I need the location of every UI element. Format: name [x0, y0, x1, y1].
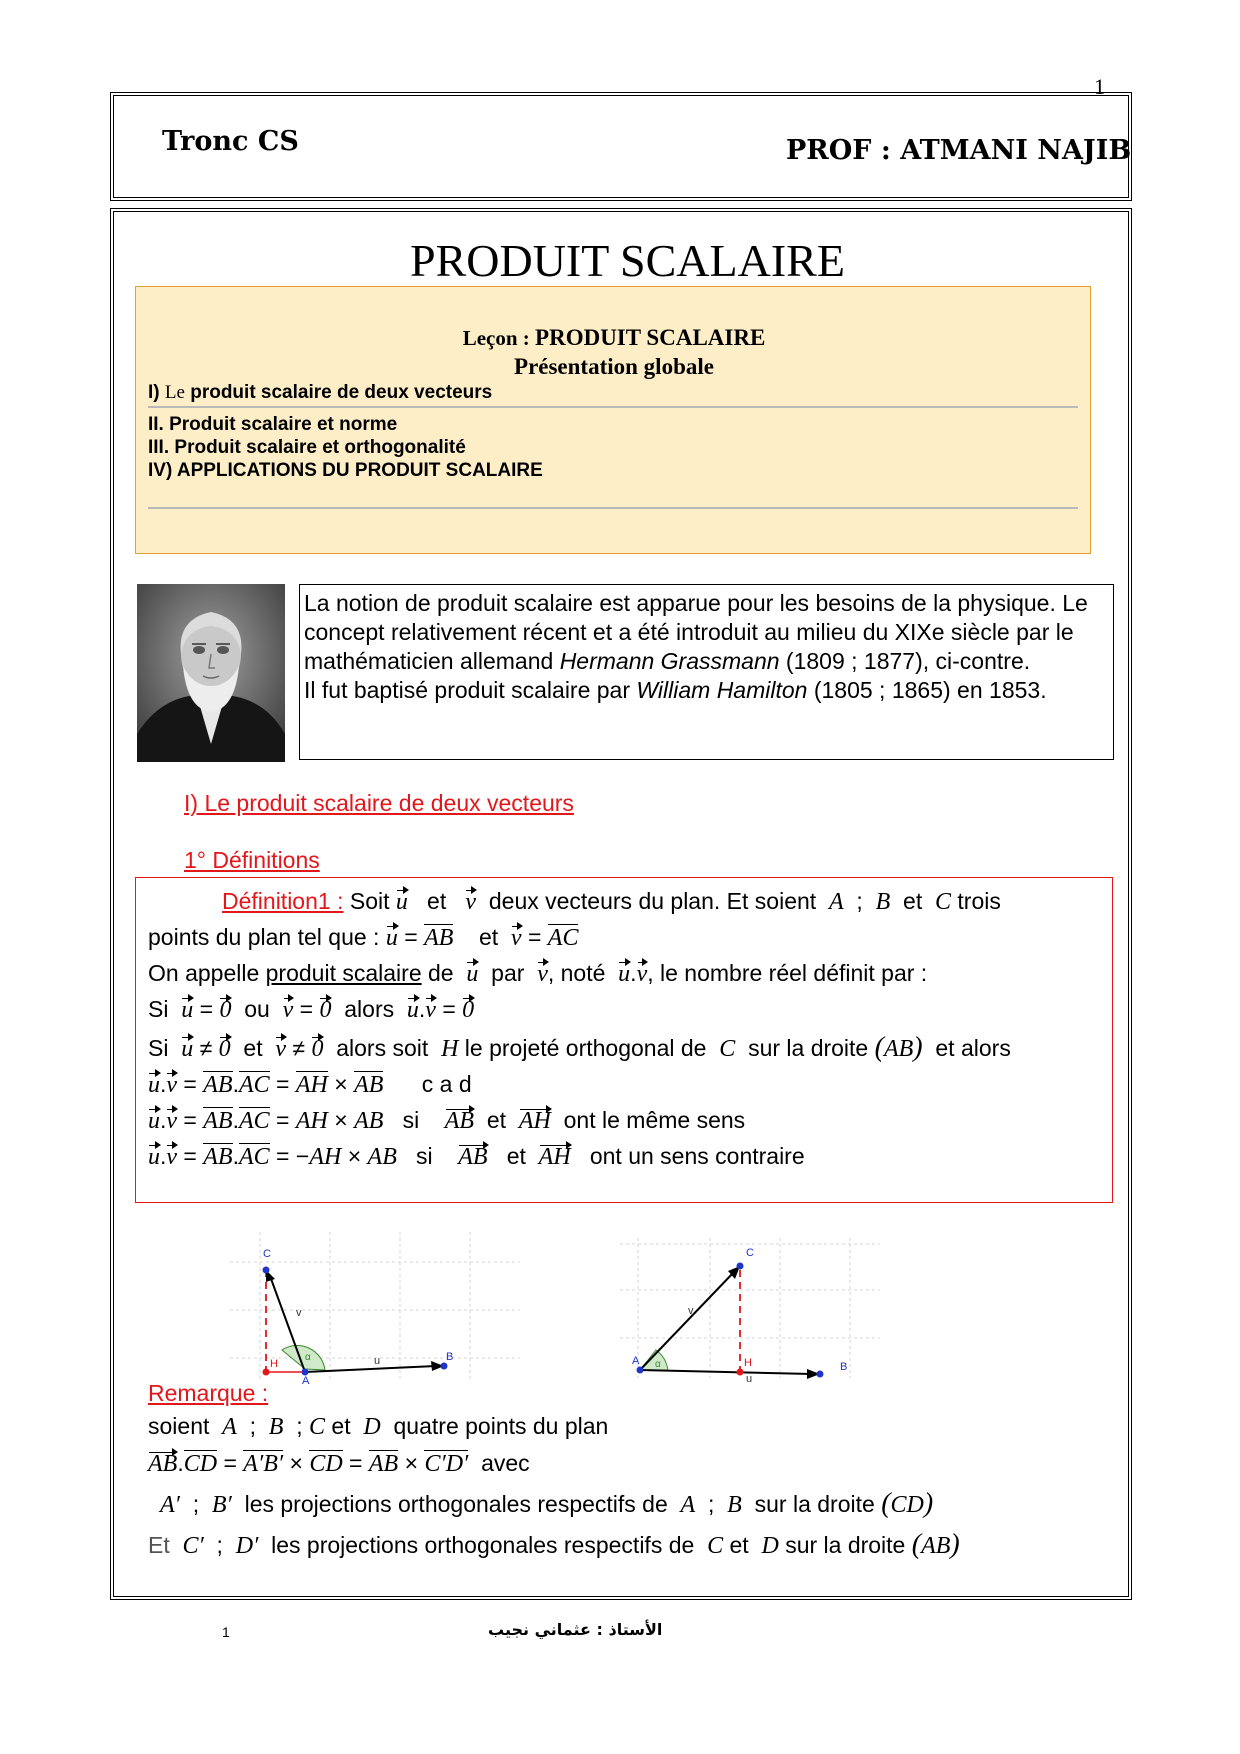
remark-line-2: AB.CD = A′B′ × CD = AB × C′D′ avec — [148, 1450, 530, 1477]
label-a: A — [302, 1375, 310, 1387]
remark-line-1: soient A ; B ; C et D quatre points du plan — [148, 1413, 609, 1440]
subsection-heading: 1° Définitions — [184, 847, 320, 873]
summary-divider — [148, 507, 1078, 509]
point-h — [263, 1369, 270, 1376]
history-text: La notion de produit scalaire est apparue pour les besoins de la physique. Le concept relativement récent et a été introduit au milieu du XIXe siècle par le mathématicien allemand Hermann Grassmann (1809 ; 1877), ci-contre. Il fut baptisé produit scalaire par William Hamilton (1805 ; 1865) en 1853. — [304, 590, 1088, 703]
class-label: Tronc CS — [162, 126, 299, 157]
angle-arc — [640, 1350, 668, 1371]
definition-label: Définition1 : — [222, 888, 344, 914]
definition-line-7: u.v = AB.AC = AH × AB si AB et AH ont le même sens — [148, 1107, 746, 1134]
definition-line-2: points du plan tel que : u = AB et v = AC — [148, 924, 579, 951]
vector-v — [640, 1272, 734, 1370]
summary-presentation: Présentation globale — [514, 354, 714, 379]
point-c — [737, 1263, 744, 1270]
summary-divider — [148, 406, 1078, 408]
definition-line-3: On appelle produit scalaire de u par v, noté u.v, le nombre réel définit par : — [148, 960, 928, 987]
point-c — [263, 1267, 270, 1274]
label-a: A — [632, 1355, 640, 1367]
point-b — [441, 1363, 448, 1370]
definition-line-6: u.v = AB.AC = AH × AB c a d — [148, 1071, 472, 1098]
definition-line-8: u.v = AB.AC = −AH × AB si AB et AH ont un sens contraire — [148, 1143, 805, 1170]
label-h: H — [744, 1357, 752, 1369]
prof-label: PROF : ATMANI NAJIB — [786, 135, 1132, 166]
summary-box — [135, 286, 1091, 554]
definition-line-5: Si u ≠ 0 et v ≠ 0 alors soit H le projeté orthogonal de C sur la droite (AB) et alors — [148, 1032, 1011, 1063]
label-h: H — [270, 1358, 278, 1370]
summary-item-2: II. Produit scalaire et norme — [148, 414, 398, 435]
summary-item-4: IV) APPLICATIONS DU PRODUIT SCALAIRE — [148, 460, 543, 481]
label-alpha: α — [655, 1359, 661, 1370]
label-v: v — [296, 1307, 302, 1319]
point-b — [817, 1371, 824, 1378]
point-h — [737, 1369, 744, 1376]
summary-lesson: Leçon : PRODUIT SCALAIRE — [462, 325, 766, 350]
page-number: 1 — [1094, 74, 1105, 99]
summary-item-3: III. Produit scalaire et orthogonalité — [148, 437, 466, 458]
definition-line-4: Si u = 0 ou v = 0 alors u.v = 0 — [148, 996, 475, 1023]
label-c: C — [746, 1247, 754, 1259]
definition-line-1: Définition1 : Soit u et v deux vecteurs du plan. Et soient A ; B et C trois — [222, 888, 1001, 915]
figure-acute-projection — [620, 1238, 880, 1385]
label-u: u — [746, 1373, 753, 1385]
footer-page-number: 1 — [222, 1624, 230, 1640]
summary-item-1: I) Le produit scalaire de deux vecteurs — [148, 382, 493, 403]
figure-obtuse-projection — [230, 1232, 520, 1387]
page-title: PRODUIT SCALAIRE — [410, 235, 845, 286]
remark-line-4: Et C′ ; D′ les projections orthogonales respectifs de C et D sur la droite (AB) — [148, 1529, 960, 1560]
label-alpha: α — [305, 1352, 311, 1363]
label-c: C — [263, 1248, 271, 1260]
remark-line-3: A′ ; B′ les projections orthogonales respectifs de A ; B sur la droite (CD) — [160, 1488, 934, 1519]
section-heading: I) Le produit scalaire de deux vecteurs — [184, 790, 574, 816]
label-b: B — [840, 1361, 848, 1373]
label-v: v — [688, 1305, 694, 1317]
label-b: B — [446, 1351, 454, 1363]
vector-u — [640, 1370, 812, 1374]
footer-author: الأستاذ : عثماني نجيب — [488, 1620, 663, 1639]
remark-label: Remarque : — [148, 1380, 269, 1406]
portrait-image — [137, 584, 285, 762]
label-u: u — [374, 1355, 381, 1367]
point-a — [637, 1367, 644, 1374]
